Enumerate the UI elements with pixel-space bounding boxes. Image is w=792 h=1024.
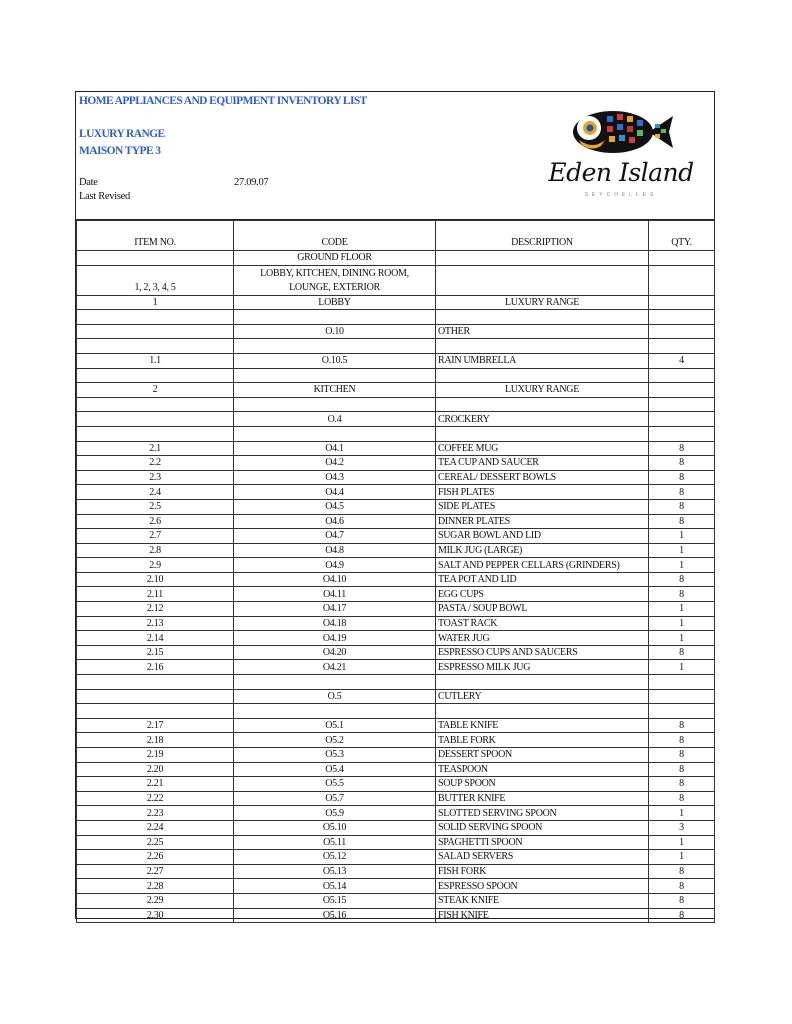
description-cell: CROCKERY: [436, 412, 649, 427]
description-cell: [436, 704, 649, 719]
item-no-cell: 2.15: [77, 645, 234, 660]
code-cell: O4.1: [234, 441, 436, 456]
inventory-sheet: [75, 91, 715, 919]
description-cell: ESPRESSO CUPS AND SAUCERS: [436, 645, 649, 660]
description-cell: SALAD SERVERS: [436, 850, 649, 865]
item-no-cell: [77, 310, 234, 325]
qty-cell: 8: [649, 514, 715, 529]
table-row: [77, 660, 715, 675]
item-no-cell: 2.25: [77, 835, 234, 850]
qty-cell: 8: [649, 733, 715, 748]
description-cell: [436, 339, 649, 354]
description-cell: [436, 251, 649, 266]
table-row: [77, 558, 715, 573]
code-cell: [234, 310, 436, 325]
item-no-cell: [77, 397, 234, 412]
item-no-cell: [77, 675, 234, 690]
description-cell: [436, 310, 649, 325]
item-no-cell: 2.28: [77, 879, 234, 894]
code-cell: O4.2: [234, 456, 436, 471]
table-row: [77, 631, 715, 646]
description-cell: ESPRESSO SPOON: [436, 879, 649, 894]
qty-cell: [649, 324, 715, 339]
description-cell: LUXURY RANGE: [436, 383, 649, 398]
qty-cell: [649, 675, 715, 690]
table-row: [77, 893, 715, 908]
description-cell: RAIN UMBRELLA: [436, 353, 649, 368]
logo-wordmark: Eden Island: [548, 158, 694, 187]
item-no-cell: 2.8: [77, 543, 234, 558]
description-cell: [436, 368, 649, 383]
qty-cell: 8: [649, 572, 715, 587]
qty-cell: 8: [649, 456, 715, 471]
table-row: [77, 718, 715, 733]
qty-cell: [649, 412, 715, 427]
qty-cell: 1: [649, 660, 715, 675]
table-row: [77, 324, 715, 339]
code-cell: O4.6: [234, 514, 436, 529]
item-no-cell: [77, 412, 234, 427]
qty-cell: 8: [649, 864, 715, 879]
qty-cell: [649, 426, 715, 441]
description-cell: MILK JUG (LARGE): [436, 543, 649, 558]
item-no-cell: [77, 704, 234, 719]
item-no-cell: 2.4: [77, 485, 234, 500]
qty-cell: 1: [649, 543, 715, 558]
description-cell: TABLE FORK: [436, 733, 649, 748]
column-header-description: DESCRIPTION: [436, 221, 649, 251]
column-header-code: CODE: [234, 221, 436, 251]
qty-cell: 8: [649, 718, 715, 733]
table-row: [77, 762, 715, 777]
table-row: [77, 704, 715, 719]
qty-cell: 1: [649, 806, 715, 821]
table-row: [77, 806, 715, 821]
code-cell: O4.9: [234, 558, 436, 573]
item-no-cell: 2.22: [77, 791, 234, 806]
table-row: [77, 353, 715, 368]
code-cell: O4.7: [234, 529, 436, 544]
code-cell: O4.8: [234, 543, 436, 558]
code-cell: O5.4: [234, 762, 436, 777]
item-no-cell: 2.24: [77, 820, 234, 835]
table-row: [77, 850, 715, 865]
qty-cell: 1: [649, 616, 715, 631]
item-no-cell: 2.6: [77, 514, 234, 529]
code-cell: O5.3: [234, 748, 436, 763]
table-row: [77, 908, 715, 923]
table-row: [77, 514, 715, 529]
description-cell: BUTTER KNIFE: [436, 791, 649, 806]
column-header-item-no: ITEM NO.: [77, 221, 234, 251]
code-cell: O.10: [234, 324, 436, 339]
code-cell: LOBBY, KITCHEN, DINING ROOM, LOUNGE, EXTERIOR: [234, 265, 436, 295]
code-cell: O4.5: [234, 499, 436, 514]
table-row: [77, 295, 715, 310]
description-cell: DINNER PLATES: [436, 514, 649, 529]
qty-cell: 8: [649, 645, 715, 660]
description-cell: SOLID SERVING SPOON: [436, 820, 649, 835]
item-no-cell: 2.12: [77, 602, 234, 617]
description-cell: LUXURY RANGE: [436, 295, 649, 310]
qty-cell: 1: [649, 835, 715, 850]
code-cell: O4.20: [234, 645, 436, 660]
qty-cell: 8: [649, 499, 715, 514]
description-cell: FISH KNIFE: [436, 908, 649, 923]
description-cell: CUTLERY: [436, 689, 649, 704]
item-no-cell: 2.20: [77, 762, 234, 777]
qty-cell: 1: [649, 529, 715, 544]
code-cell: GROUND FLOOR: [234, 251, 436, 266]
item-no-cell: 2.13: [77, 616, 234, 631]
item-no-cell: 2.21: [77, 777, 234, 792]
item-no-cell: [77, 251, 234, 266]
code-cell: O5.10: [234, 820, 436, 835]
table-row: [77, 602, 715, 617]
qty-cell: 1: [649, 631, 715, 646]
table-row: [77, 456, 715, 471]
code-cell: [234, 704, 436, 719]
item-no-cell: 2.26: [77, 850, 234, 865]
table-row: [77, 529, 715, 544]
table-row: [77, 426, 715, 441]
document-title: HOME APPLIANCES AND EQUIPMENT INVENTORY LIST: [79, 95, 367, 107]
table-row: [77, 383, 715, 398]
code-cell: O4.19: [234, 631, 436, 646]
code-cell: O5.2: [234, 733, 436, 748]
table-row: [77, 572, 715, 587]
code-cell: LOBBY: [234, 295, 436, 310]
qty-cell: [649, 689, 715, 704]
date-value: 27.09.07: [234, 177, 269, 188]
table-row: [77, 265, 715, 295]
item-no-cell: 2.30: [77, 908, 234, 923]
item-no-cell: 2.7: [77, 529, 234, 544]
table-row: [77, 587, 715, 602]
date-label: Date: [79, 177, 98, 188]
description-cell: SOUP SPOON: [436, 777, 649, 792]
code-cell: [234, 339, 436, 354]
item-no-cell: 1: [77, 295, 234, 310]
code-cell: O5.12: [234, 850, 436, 865]
table-row: [77, 777, 715, 792]
item-no-cell: 1, 2, 3, 4, 5: [77, 265, 234, 295]
table-row: [77, 689, 715, 704]
description-cell: TEASPOON: [436, 762, 649, 777]
item-no-cell: 2.10: [77, 572, 234, 587]
description-cell: WATER JUG: [436, 631, 649, 646]
code-cell: O5.13: [234, 864, 436, 879]
table-row: [77, 864, 715, 879]
qty-cell: 8: [649, 908, 715, 923]
qty-cell: 8: [649, 470, 715, 485]
qty-cell: 8: [649, 748, 715, 763]
code-cell: O.4: [234, 412, 436, 427]
code-cell: [234, 368, 436, 383]
description-cell: FISH PLATES: [436, 485, 649, 500]
qty-cell: 8: [649, 762, 715, 777]
item-no-cell: 2.1: [77, 441, 234, 456]
table-row: [77, 339, 715, 354]
qty-cell: 8: [649, 893, 715, 908]
description-cell: [436, 265, 649, 295]
logo-subtitle: SEYCHELLES: [584, 192, 658, 198]
code-cell: O5.7: [234, 791, 436, 806]
description-cell: SALT AND PEPPER CELLARS (GRINDERS): [436, 558, 649, 573]
table-row: [77, 733, 715, 748]
code-cell: KITCHEN: [234, 383, 436, 398]
code-cell: O4.18: [234, 616, 436, 631]
code-cell: O4.10: [234, 572, 436, 587]
code-cell: O5.16: [234, 908, 436, 923]
qty-cell: [649, 383, 715, 398]
table-header-row: [77, 221, 715, 251]
maison-label: MAISON TYPE 3: [79, 145, 161, 157]
description-cell: PASTA / SOUP BOWL: [436, 602, 649, 617]
description-cell: DESSERT SPOON: [436, 748, 649, 763]
table-row: [77, 441, 715, 456]
table-row: [77, 397, 715, 412]
description-cell: SLOTTED SERVING SPOON: [436, 806, 649, 821]
table-row: [77, 251, 715, 266]
code-cell: O4.11: [234, 587, 436, 602]
code-cell: O5.1: [234, 718, 436, 733]
item-no-cell: 2.9: [77, 558, 234, 573]
qty-cell: 8: [649, 777, 715, 792]
table-row: [77, 675, 715, 690]
code-cell: O.5: [234, 689, 436, 704]
item-no-cell: 2.14: [77, 631, 234, 646]
table-row: [77, 748, 715, 763]
last-revised-label: Last Revised: [79, 191, 130, 202]
qty-cell: 1: [649, 558, 715, 573]
description-cell: OTHER: [436, 324, 649, 339]
table-row: [77, 879, 715, 894]
table-row: [77, 368, 715, 383]
qty-cell: 1: [649, 602, 715, 617]
description-cell: [436, 397, 649, 412]
item-no-cell: 2.23: [77, 806, 234, 821]
column-header-qty: QTY.: [649, 221, 715, 251]
code-cell: O5.11: [234, 835, 436, 850]
item-no-cell: 2.19: [77, 748, 234, 763]
qty-cell: 8: [649, 791, 715, 806]
qty-cell: [649, 265, 715, 295]
sheet-header: [76, 92, 714, 220]
code-cell: O4.3: [234, 470, 436, 485]
item-no-cell: [77, 426, 234, 441]
qty-cell: 1: [649, 850, 715, 865]
item-no-cell: [77, 368, 234, 383]
code-cell: [234, 397, 436, 412]
code-cell: O5.9: [234, 806, 436, 821]
item-no-cell: 1.1: [77, 353, 234, 368]
table-row: [77, 820, 715, 835]
item-no-cell: 2.27: [77, 864, 234, 879]
description-cell: SPAGHETTI SPOON: [436, 835, 649, 850]
description-cell: ESPRESSO MILK JUG: [436, 660, 649, 675]
inventory-table: [76, 220, 715, 923]
description-cell: CEREAL/ DESSERT BOWLS: [436, 470, 649, 485]
code-cell: O5.15: [234, 893, 436, 908]
qty-cell: [649, 251, 715, 266]
code-cell: O5.5: [234, 777, 436, 792]
description-cell: SUGAR BOWL AND LID: [436, 529, 649, 544]
fish-logo-icon: [541, 106, 701, 161]
item-no-cell: 2.2: [77, 456, 234, 471]
range-label: LUXURY RANGE: [79, 128, 165, 140]
description-cell: TEA POT AND LID: [436, 572, 649, 587]
item-no-cell: [77, 339, 234, 354]
item-no-cell: 2.11: [77, 587, 234, 602]
description-cell: FISH FORK: [436, 864, 649, 879]
description-cell: STEAK KNIFE: [436, 893, 649, 908]
qty-cell: [649, 295, 715, 310]
table-row: [77, 310, 715, 325]
table-row: [77, 645, 715, 660]
item-no-cell: 2.3: [77, 470, 234, 485]
qty-cell: 8: [649, 587, 715, 602]
item-no-cell: 2.17: [77, 718, 234, 733]
item-no-cell: 2.16: [77, 660, 234, 675]
qty-cell: [649, 310, 715, 325]
item-no-cell: 2: [77, 383, 234, 398]
item-no-cell: 2.29: [77, 893, 234, 908]
description-cell: TEA CUP AND SAUCER: [436, 456, 649, 471]
code-cell: [234, 426, 436, 441]
description-cell: COFFEE MUG: [436, 441, 649, 456]
qty-cell: 8: [649, 485, 715, 500]
code-cell: O4.17: [234, 602, 436, 617]
description-cell: TOAST RACK: [436, 616, 649, 631]
item-no-cell: 2.18: [77, 733, 234, 748]
table-row: [77, 470, 715, 485]
table-row: [77, 791, 715, 806]
eden-island-logo: [541, 106, 701, 206]
description-cell: TABLE KNIFE: [436, 718, 649, 733]
table-row: [77, 412, 715, 427]
table-row: [77, 485, 715, 500]
table-row: [77, 543, 715, 558]
qty-cell: 8: [649, 441, 715, 456]
table-row: [77, 616, 715, 631]
description-cell: SIDE PLATES: [436, 499, 649, 514]
code-cell: O.10.5: [234, 353, 436, 368]
code-cell: O4.4: [234, 485, 436, 500]
item-no-cell: [77, 324, 234, 339]
qty-cell: [649, 368, 715, 383]
qty-cell: 8: [649, 879, 715, 894]
table-row: [77, 835, 715, 850]
code-cell: [234, 675, 436, 690]
table-row: [77, 499, 715, 514]
qty-cell: [649, 339, 715, 354]
code-cell: O4.21: [234, 660, 436, 675]
item-no-cell: 2.5: [77, 499, 234, 514]
qty-cell: [649, 397, 715, 412]
qty-cell: 3: [649, 820, 715, 835]
description-cell: [436, 675, 649, 690]
item-no-cell: [77, 689, 234, 704]
code-cell: O5.14: [234, 879, 436, 894]
description-cell: EGG CUPS: [436, 587, 649, 602]
qty-cell: 4: [649, 353, 715, 368]
qty-cell: [649, 704, 715, 719]
description-cell: [436, 426, 649, 441]
